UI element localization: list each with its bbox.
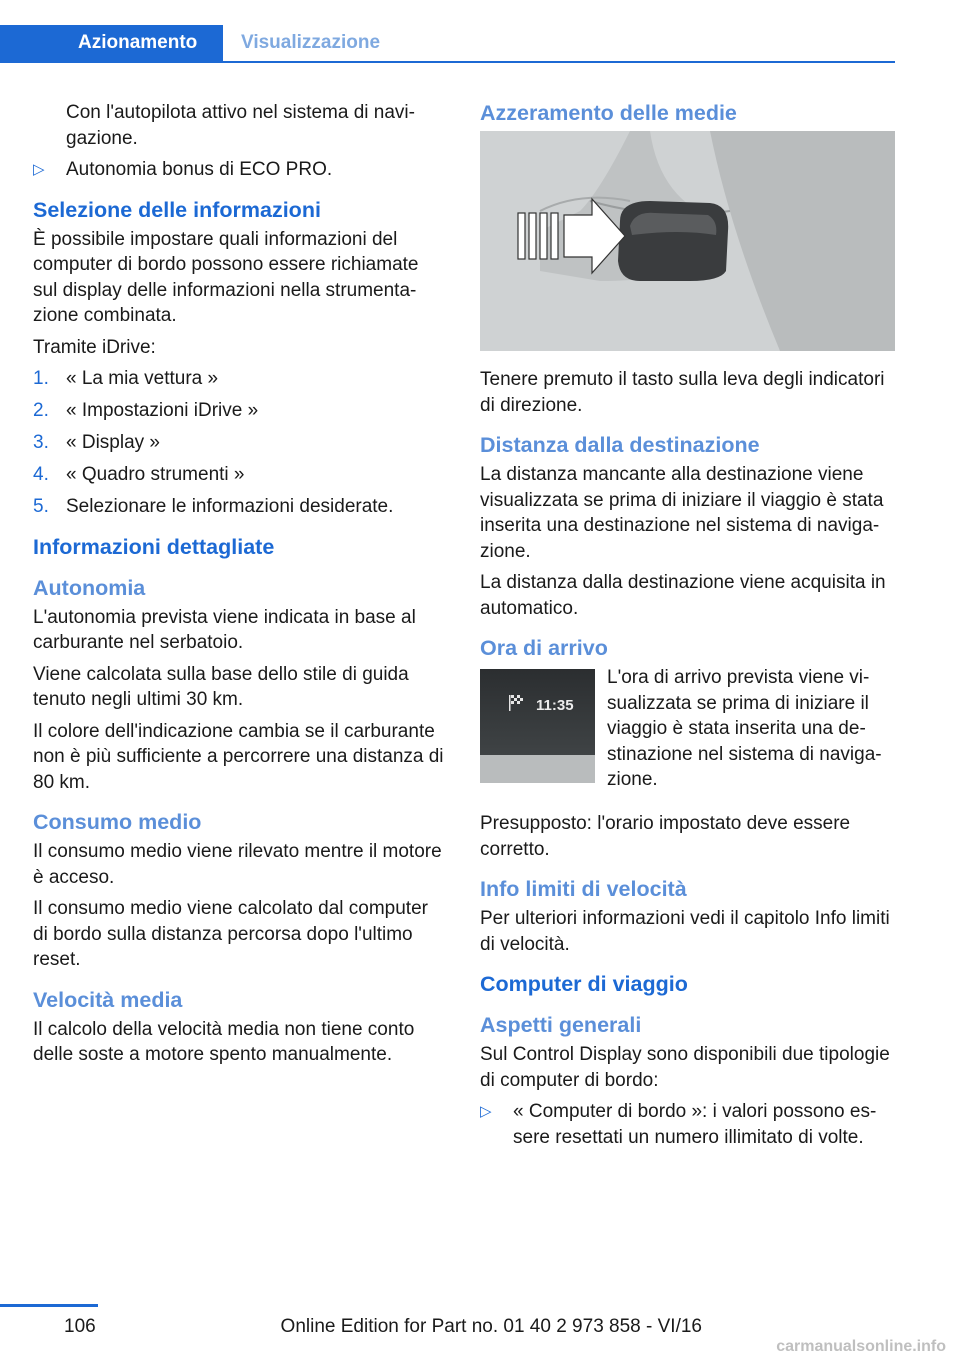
heading-computer: Computer di viaggio [480,972,688,996]
distanza-text-2: La distanza dalla destinazione viene acquisita in automatico. [480,572,886,619]
selection-text: È possibile impostare quali informazioni del computer di bordo possono essere richiamate sul display delle informazioni nella strumentazione combinata. [33,228,419,326]
edition-text: Online Edition for Part no. 01 40 2 973 858 - VI/16 [280,1316,702,1337]
triangle-bullet-icon: ▷ [480,1103,492,1120]
presupposto-text: Presupposto: l'orario impostato deve essere corretto. [480,813,851,860]
arrivo-text: L'ora di arrivo prevista viene visualizzata se prima di iniziare il viaggio è stata inserita una destinazione nel sistema di navigazione. [607,667,882,790]
list-item: 2. « Impostazioni iDrive » [33,400,259,421]
steps-list [33,366,448,520]
autonomia-text-2: Viene calcolata sulla base dello stile di guida tenuto negli ultimi 30 km. [33,663,409,710]
page-number: 106 [64,1316,96,1337]
distanza-text-1: La distanza mancante alla destinazione viene visualizzata se prima di iniziare il viaggio è stata inserita una destinazione nel sistema di navigazione. [480,464,884,562]
autonomia-text-3: Il colore dell'indicazione cambia se il carburante non è più sufficiente a percorrere una distanza di 80 km. [33,720,444,793]
heading-reset: Azzeramento delle medie [480,101,737,125]
aspetti-text: Sul Control Display sono disponibili due tipologie di computer di bordo: [480,1044,890,1091]
tab-visualizzazione[interactable]: Visualizzazione [241,32,381,53]
autopilot-text: Con l'autopilota attivo nel sistema di navigazione. [66,102,415,149]
list-item: 4. « Quadro strumenti » [33,464,245,485]
heading-limiti: Info limiti di velocità [480,877,687,901]
tab-azionamento[interactable]: Azionamento [0,25,223,61]
heading-consumo: Consumo medio [33,810,202,834]
list-item: 1. « La mia vettura » [33,368,219,389]
heading-details: Informazioni dettagliate [33,534,275,559]
consumo-text-2: Il consumo medio viene calcolato dal computer di bordo sulla distanza percorsa dopo l'ultimo reset. [33,898,428,970]
heading-velocita: Velocità media [33,987,183,1012]
limiti-text: Per ulteriori informazioni vedi il capitolo Info limiti di velocità. [480,908,890,955]
heading-selection: Selezione delle informazioni [33,197,321,222]
autonomia-text-1: L'autonomia prevista viene indicata in base al carburante nel serbatoio. [33,606,416,653]
heading-autonomia: Autonomia [33,575,146,600]
heading-distanza: Distanza dalla destinazione [480,433,760,457]
footer-rule [0,1304,98,1307]
turn-signal-lever-photo [480,131,895,351]
idrive-text: Tramite iDrive: [33,336,156,358]
left-column [33,100,448,1074]
list-item: ▷ « Computer di bordo »: i valori possono essere resettati un numero illimitato di volte. [480,1101,877,1148]
heading-arrivo: Ora di arrivo [480,636,608,660]
list-item: 3. « Display » [33,432,160,453]
arrival-section [480,665,895,805]
velocita-text: Il calcolo della velocità media non tiene conto delle soste a motore spento manualmente. [33,1018,415,1065]
arrival-time-display [480,669,595,783]
chapter-tab-bar [0,25,895,63]
bullet-list [33,157,448,183]
list-item: ▷ Autonomia bonus di ECO PRO. [33,157,448,183]
consumo-text-1: Il consumo medio viene rilevato mentre il motore è acceso. [33,841,442,888]
reset-text: Tenere premuto il tasto sulla leva degli indicatori di direzione. [480,369,885,416]
bullet-list [480,1099,895,1150]
heading-aspetti: Aspetti generali [480,1013,642,1037]
triangle-bullet-icon: ▷ [33,161,45,178]
arrival-time-value: 11:35 [536,697,574,714]
watermark: carmanualsonline.info [776,1338,946,1355]
right-column [480,100,895,1158]
list-item: 5. Selezionare le informazioni desiderate. [33,496,394,517]
